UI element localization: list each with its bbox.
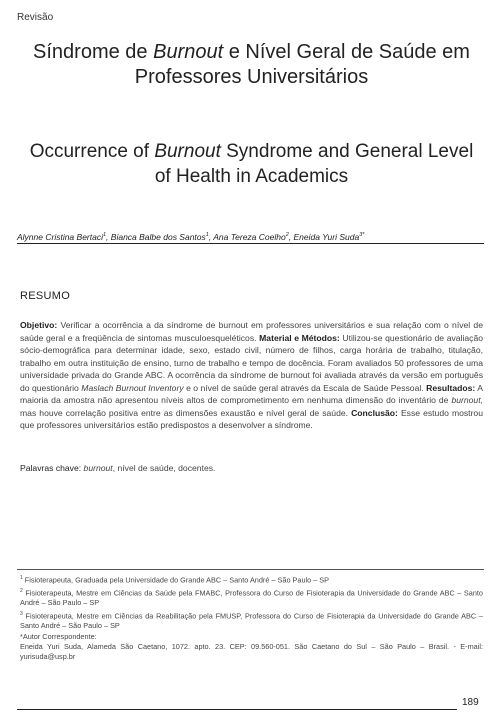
methods-emph: Maslach Burnout Inventory [81,382,184,393]
corresponding-author-address: Eneida Yuri Suda, Alameda São Caetano, 1072. apto. 23. CEP: 09.560-051. São Caetano do Sul – São Paulo – Brasil. - E-mail: yurisuda@usp.br [20,642,483,662]
author-affiliation: 2 [285,232,289,239]
section-tag: Revisão [17,12,54,23]
title-pt-emph: Burnout [153,41,224,63]
author-affiliation: 1 [102,232,107,239]
keyword-emph: burnout [83,463,113,473]
author-name: Bianca Balbe dos Santos [110,232,206,242]
footnote-marker: 3 [20,610,23,617]
footnote-marker: 2 [20,587,23,594]
author-affiliation: 3* [359,232,365,239]
author-name: Ana Tereza Coelho [213,232,286,242]
results-text: A maioria da amostra não apresentou níveis altos de comprometimento em nenhuma dimensão do inventário de [20,382,483,405]
title-portuguese [20,40,483,90]
conclusion-label: Conclusão: [351,407,398,418]
footnote-text: Fisioterapeuta, Mestre em Ciências da Reabilitação pela FMUSP, Professora do Curso de Fisioterapia da Universidade do Grande ABC – Santo André – São Paulo – SP [20,611,483,631]
conclusion-text: Esse estudo mostrou que professores universitários estão predispostos a desenvolver a síndrome. [20,407,483,430]
abstract-heading: RESUMO [20,290,71,302]
author-list: Alynne Cristina Bertaci$^1$, Bianca Balbe dos Santos$^1$, Ana Tereza Coelho$^2$, Eneida Yuri Suda$^{3*}$ [17,232,365,242]
title-en-post: Syndrome and General Level of Health in Academics [154,141,474,187]
abstract-body [20,319,483,432]
keywords-label: Palavras chave: [20,463,82,473]
methods-label: Material e Métodos: [259,332,340,343]
footnote-3 [20,609,483,632]
page-number: 189 [462,697,479,708]
author-affiliation: 1 [205,232,209,239]
methods-text-end: e o nível de saúde geral através da Escala de Saúde Pessoal. [183,382,424,393]
title-en-pre: Occurrence of [29,141,155,162]
footnote-marker: 1 [20,575,23,581]
title-pt-post: e Nível Geral de Saúde em Professores Universitários [134,41,470,88]
results-emph: burnout, [451,395,483,405]
author-name: Alynne Cristina Bertaci [17,232,103,242]
title-en-emph: Burnout [154,141,221,162]
footnote-rule [17,569,484,570]
author-name: Eneida Yuri Suda [293,232,360,242]
results-text-end: mas houve correlação positiva entre as dimensões exaustão e nível geral de saúde. [20,407,349,418]
footnote-text: Fisioterapeuta, Mestre em Ciências da Saúde pela FMABC, Professora do Curso de Fisioterapia da Universidade do Grande ABC – Santo André – São Paulo – SP [20,588,483,608]
footnote-1 [20,573,483,586]
title-english [20,139,483,189]
methods-text: Utilizou-se questionário de avaliação sócio-demográfica para determinar idade, sexo, estado civil, número de filhos, carga horária de trabalho, titulação, trabalho em outra instituição de ensino, turno de trabalho e tempo de docência. Foram avaliados 50 professores de uma universidade privada do Grande ABC. A ocorrência da síndrome de burnout foi avaliada através da versão em português do questionário [20,332,484,393]
footnote-text: Fisioterapeuta, Graduada pela Universidade do Grande ABC – Santo André – São Paulo – SP [22,575,330,585]
title-pt-pre: Síndrome de [33,41,154,63]
results-label: Resultados: [426,382,476,393]
page-bottom-rule [17,709,457,710]
header-rule [17,243,484,244]
keywords [20,463,215,473]
corresponding-author-label: *Autor Correspondente: [20,631,97,641]
objective-text: Verificar a ocorrência a da síndrome de burnout em professores universitários e sua relação com o nível de saúde geral e a freqüência de sintomas musculoesqueléticos. [20,320,483,343]
footnotes [20,573,483,663]
footnote-2 [20,586,483,609]
objective-label: Objetivo: [20,320,58,330]
keywords-rest: , nível de saúde, docentes. [112,463,216,473]
